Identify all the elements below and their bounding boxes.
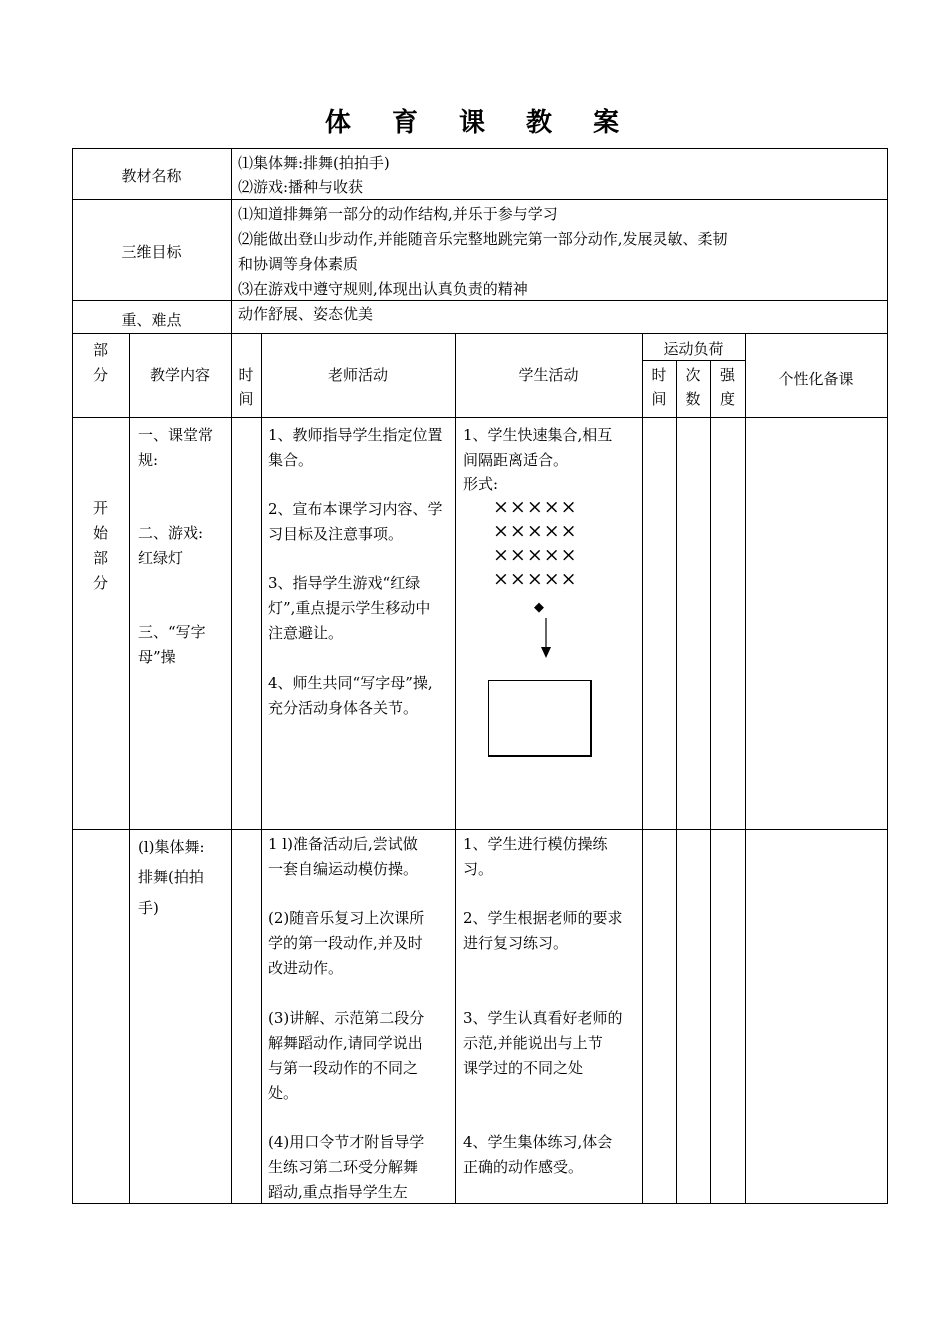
teacher-activity: 1 l)准备活动后,尝试做 [268, 835, 418, 853]
row-divider [72, 829, 888, 830]
content-item: 二、游戏: [138, 524, 204, 542]
teacher-activity: (3)讲解、示范第二段分 [268, 1009, 425, 1027]
section-part-char: 始 [92, 524, 108, 542]
col-divider [261, 333, 262, 1204]
col-divider [745, 333, 746, 1204]
key-text: 动作舒展、姿态优美 [238, 305, 374, 323]
col-header-student: 学生活动 [518, 366, 579, 384]
teacher-activity: 蹈动,重点指导学生左 [268, 1183, 408, 1201]
col-divider [455, 333, 456, 1204]
goal-line: 和协调等身体素质 [238, 255, 359, 273]
goals-label: 三维目标 [121, 243, 182, 261]
row-divider [72, 199, 888, 200]
student-activity: 间隔距离适合。 [463, 451, 569, 469]
goal-line: ⑶在游戏中遵守规则,体现出认真负责的精神 [238, 280, 528, 298]
formation-row: ××××× [493, 496, 578, 518]
student-activity: 形式: [463, 475, 499, 493]
student-activity: 2、学生根据老师的要求 [463, 909, 623, 927]
teacher-activity: 改进动作。 [268, 959, 344, 977]
section-part-char: 分 [92, 574, 108, 592]
student-activity: 进行复习练习。 [463, 934, 569, 952]
teacher-activity: 生练习第二环受分解舞 [268, 1158, 419, 1176]
student-activity: 示范,并能说出与上节 [463, 1034, 603, 1052]
col-header-teacher: 老师活动 [327, 366, 388, 384]
movement-arrow-icon [536, 616, 556, 660]
col-divider [231, 333, 232, 1204]
content-item: 一、课堂常 [138, 426, 214, 444]
col-header-part: 分 [92, 366, 108, 384]
row-divider [72, 333, 888, 334]
teacher-activity: 4、师生共同“写字母”操, [268, 674, 433, 692]
student-activity: 3、学生认真看好老师的 [463, 1009, 623, 1027]
section-part-char: 开 [92, 499, 108, 517]
col-header-load-intensity: 度 [719, 390, 735, 408]
formation-row: ××××× [493, 520, 578, 542]
teacher-activity: (4)用口令节才附旨导学 [268, 1133, 425, 1151]
table-border-left [72, 148, 73, 1204]
col-header-load: 运动负荷 [663, 340, 724, 358]
col-header-load-count: 次 [685, 366, 701, 384]
table-border-right [887, 148, 888, 1204]
teacher-activity: 集合。 [268, 451, 314, 469]
material-line: ⑴集体舞:排舞(拍拍手) [238, 154, 390, 172]
col-divider [129, 333, 130, 1204]
goal-line: ⑵能做出登山步动作,并能随音乐完整地跳完第一部分动作,发展灵敏、柔韧 [238, 230, 728, 248]
section-part-char: 部 [92, 549, 108, 567]
material-line: ⑵游戏:播种与收获 [238, 178, 364, 196]
col-header-load-time: 间 [651, 390, 667, 408]
table-border-top [72, 148, 888, 149]
content-item: 排舞(拍拍 [138, 868, 204, 886]
content-item: 手) [138, 899, 159, 917]
col-header-load-intensity: 强 [719, 366, 735, 384]
teacher-activity: 2、宣布本课学习内容、学 [268, 500, 443, 518]
col-header-load-time: 时 [651, 366, 667, 384]
content-item: 红绿灯 [138, 549, 184, 567]
col-divider [710, 360, 711, 1204]
content-item: 母”操 [138, 648, 176, 666]
teacher-activity: 习目标及注意事项。 [268, 525, 404, 543]
row-divider [72, 417, 888, 418]
student-activity: 课学过的不同之处 [463, 1059, 584, 1077]
teacher-activity: 与第一段动作的不同之 [268, 1059, 419, 1077]
col-header-personal: 个性化备课 [778, 370, 854, 388]
table-border-bottom [72, 1203, 888, 1204]
teacher-activity: 3、指导学生游戏“红绿 [268, 574, 421, 592]
student-activity: 4、学生集体练习,体会 [463, 1133, 613, 1151]
col-divider [676, 360, 677, 1204]
teacher-activity: 处。 [268, 1084, 299, 1102]
col-header-part: 部 [92, 341, 108, 359]
student-activity: 1、学生快速集合,相互 [463, 426, 613, 444]
col-header-load-count: 数 [685, 390, 701, 408]
teacher-activity: 注意避让。 [268, 624, 344, 642]
teacher-activity: 一套自编运动模仿操。 [268, 860, 419, 878]
col-divider [642, 333, 643, 1204]
student-activity: 正确的动作感受。 [463, 1158, 584, 1176]
goal-line: ⑴知道排舞第一部分的动作结构,并乐于参与学习 [238, 205, 558, 223]
teacher-activity: (2)随音乐复习上次课所 [268, 909, 425, 927]
col-header-time: 时 [238, 366, 254, 384]
student-activity: 习。 [463, 860, 494, 878]
content-item: (l)集体舞: [138, 838, 205, 856]
key-label: 重、难点 [121, 311, 182, 329]
teacher-position-marker: ◆ [534, 600, 544, 615]
student-activity: 1、学生进行模仿操练 [463, 835, 608, 853]
formation-row: ××××× [493, 544, 578, 566]
header-col-divider [231, 148, 232, 334]
content-item: 三、“写字 [138, 623, 206, 641]
content-item: 规: [138, 451, 159, 469]
teacher-activity: 学的第一段动作,并及时 [268, 934, 423, 952]
material-label: 教材名称 [121, 167, 182, 185]
teacher-activity: 解舞蹈动作,请同学说出 [268, 1034, 423, 1052]
col-header-content: 教学内容 [149, 366, 210, 384]
teacher-activity: 灯”,重点提示学生移动中 [268, 599, 431, 617]
formation-row: ××××× [493, 568, 578, 590]
target-area-box [488, 680, 592, 757]
page-title: 体 育 课 教 案 [324, 108, 636, 138]
col-header-time: 间 [238, 390, 254, 408]
teacher-activity: 充分活动身体各关节。 [268, 699, 419, 717]
teacher-activity: 1、教师指导学生指定位置 [268, 426, 443, 444]
